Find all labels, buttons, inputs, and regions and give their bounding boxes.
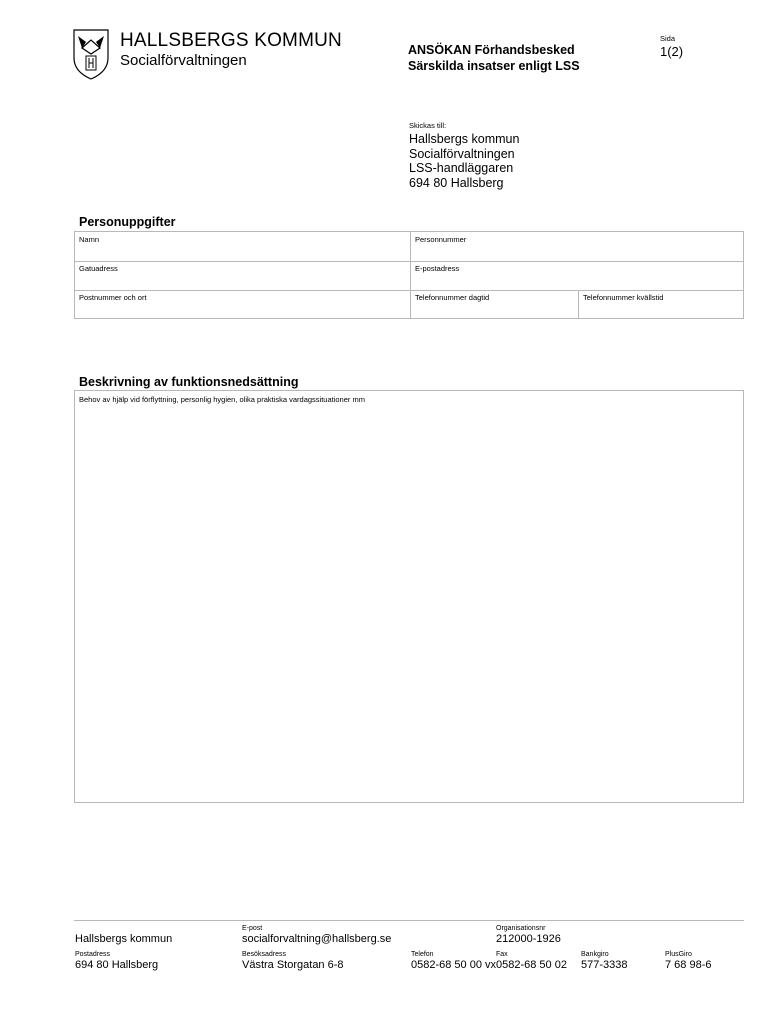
phone-evening-label: Telefonnummer kvällstid bbox=[583, 293, 664, 302]
footer-email: socialforvaltning@hallsberg.se bbox=[242, 933, 392, 945]
footer-phone-label: Telefon bbox=[411, 951, 434, 958]
personnummer-field[interactable] bbox=[410, 232, 743, 261]
street-address-label: Gatuadress bbox=[79, 264, 118, 273]
footer-bankgiro-label: Bankgiro bbox=[581, 951, 609, 958]
section-title-personal: Personuppgifter bbox=[79, 215, 176, 229]
phone-day-label: Telefonnummer dagtid bbox=[415, 293, 490, 302]
org-department: Socialförvaltningen bbox=[120, 52, 247, 69]
footer-fax-label: Fax bbox=[496, 951, 508, 958]
street-address-field[interactable] bbox=[75, 261, 410, 290]
footer-orgnr: 212000-1926 bbox=[496, 933, 561, 945]
personnummer-label: Personnummer bbox=[415, 235, 467, 244]
footer-bankgiro: 577-3338 bbox=[581, 959, 628, 971]
footer-email-label: E-post bbox=[242, 925, 263, 932]
document-title-line-2: Särskilda insatser enligt LSS bbox=[408, 59, 580, 73]
phone-evening-field[interactable] bbox=[578, 290, 743, 319]
send-to-label: Skickas till: bbox=[409, 121, 447, 130]
footer-plusgiro: 7 68 98-6 bbox=[665, 959, 712, 971]
footer-visit-label: Besöksadress bbox=[242, 951, 286, 958]
document-title-line-1: ANSÖKAN Förhandsbesked bbox=[408, 43, 575, 57]
send-to-line: Socialförvaltningen bbox=[409, 146, 515, 161]
coat-of-arms-icon bbox=[72, 28, 110, 80]
section-title-description: Beskrivning av funktionsnedsättning bbox=[79, 375, 299, 389]
form-row bbox=[75, 290, 743, 319]
email-field[interactable] bbox=[410, 261, 743, 290]
form-row bbox=[75, 232, 743, 262]
footer-visit: Västra Storgatan 6-8 bbox=[242, 959, 344, 971]
personal-data-form bbox=[74, 231, 744, 319]
send-to-line: LSS-handläggaren bbox=[409, 161, 514, 175]
page-label: Sida bbox=[660, 34, 676, 43]
send-to-address bbox=[409, 132, 519, 190]
page-number: 1(2) bbox=[660, 44, 684, 59]
send-to-line: 694 80 Hallsberg bbox=[409, 175, 504, 190]
name-field[interactable] bbox=[75, 232, 410, 261]
description-hint: Behov av hjälp vid förflyttning, personlig hygien, olika praktiska vardagssituationer mm bbox=[79, 395, 365, 404]
footer-postaddr-label: Postadress bbox=[75, 951, 111, 958]
postal-field[interactable] bbox=[75, 290, 410, 319]
footer-phone: 0582-68 50 00 vx bbox=[411, 959, 497, 971]
document-title bbox=[408, 42, 580, 74]
footer-org: Hallsbergs kommun bbox=[75, 933, 173, 945]
footer-plusgiro-label: PlusGiro bbox=[665, 951, 692, 958]
email-label: E-postadress bbox=[415, 264, 460, 273]
phone-day-field[interactable] bbox=[410, 290, 578, 319]
description-textarea[interactable] bbox=[74, 390, 744, 803]
send-to-line: Hallsbergs kommun bbox=[409, 132, 520, 146]
form-row bbox=[75, 261, 743, 291]
footer-orgnr-label: Organisationsnr bbox=[496, 925, 546, 932]
footer-fax: 0582-68 50 02 bbox=[496, 959, 567, 971]
name-label: Namn bbox=[79, 235, 100, 244]
footer-divider bbox=[74, 920, 744, 921]
org-name: HALLSBERGS KOMMUN bbox=[120, 30, 342, 51]
footer-postaddr: 694 80 Hallsberg bbox=[75, 959, 159, 971]
postal-label: Postnummer och ort bbox=[79, 293, 147, 302]
